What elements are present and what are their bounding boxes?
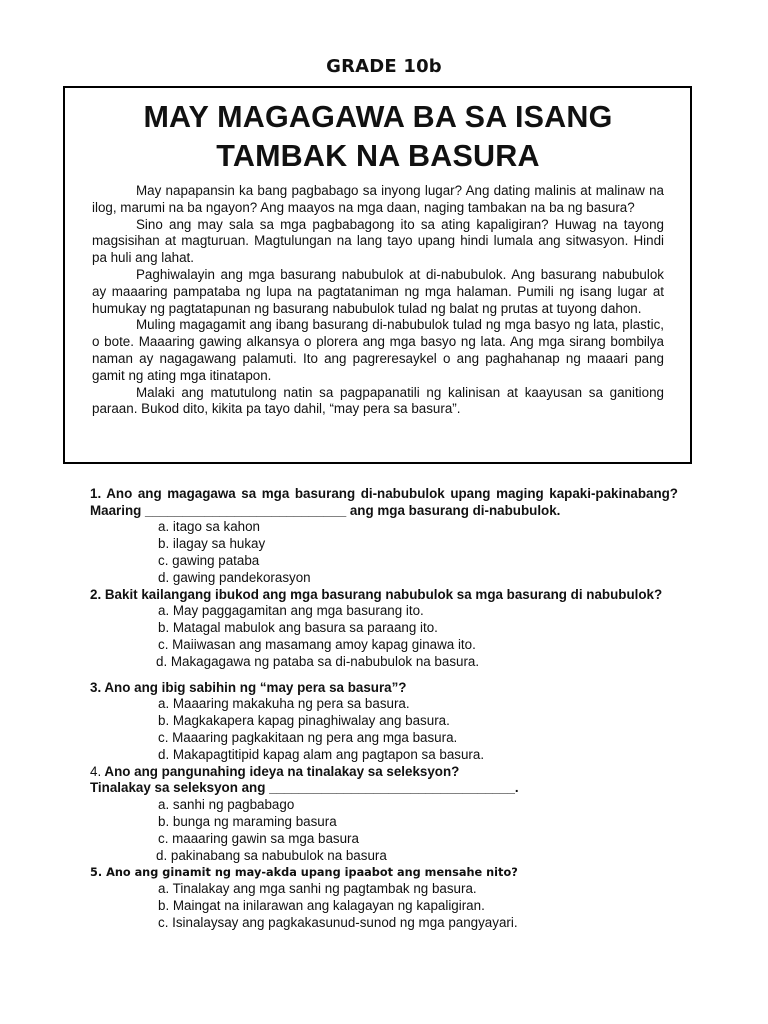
spacer	[90, 671, 678, 680]
question-5-options	[90, 881, 678, 932]
question-3-options	[90, 696, 678, 764]
question-2	[90, 587, 678, 671]
question-5-text: 5. Ano ang ginamit ng may-akda upang ipaabot ang mensahe nito?	[90, 865, 518, 879]
question-1-text: 1. Ano ang magagawa sa mga basurang di-nabubulok upang maging kapaki-pakinabang? Maaring ___________________________ ang mga basurang di-nabubulok.	[90, 486, 678, 518]
question-3-text: 3. Ano ang ibig sabihin ng “may pera sa basura”?	[90, 679, 407, 695]
question-4-number: 4.	[90, 763, 102, 779]
question-3	[90, 680, 678, 764]
question-list	[90, 486, 678, 932]
question-2-option-c[interactable]: c. Maiiwasan ang masamang amoy kapag ginawa ito.	[158, 636, 476, 652]
passage-title-line-2: TAMBAK NA BASURA	[216, 139, 540, 173]
question-2-option-b[interactable]: b. Matagal mabulok ang basura sa paraang ito.	[158, 620, 438, 636]
question-2-options	[90, 603, 678, 671]
passage-paragraph-5: Malaki ang matutulong natin sa pagpapanatili ng kalinisan at kaayusan sa ganitiong paraan. Bukod dito, kikita pa tayo dahil, “may pera sa basura”.	[92, 384, 664, 417]
passage-paragraph-3: Paghiwalayin ang mga basurang nabubulok at di-nabubulok. Ang basurang nabubulok ay maaaring pampataba ng lupa na pagtataniman ng mga halaman. Pumili ng isang lugar at humukay ng pagtatapunan ng basurang nabubulok tulad ng balat ng prutas at tuyong dahon.	[92, 266, 664, 316]
question-4-option-c[interactable]: c. maaaring gawin sa mga basura	[158, 830, 359, 846]
question-1-options	[90, 519, 678, 587]
reading-passage-box	[63, 86, 692, 464]
question-4-option-d[interactable]: d. pakinabang sa nabubulok na basura	[156, 847, 387, 863]
passage-title	[92, 98, 664, 176]
question-4-line-1: Ano ang pangunahing ideya na tinalakay sa seleksyon?	[101, 763, 460, 779]
question-1-option-c[interactable]: c. gawing pataba	[158, 552, 260, 568]
question-3-option-d[interactable]: d. Makapagtitipid kapag alam ang pagtapon sa basura.	[158, 746, 485, 762]
question-4-text	[90, 764, 678, 781]
question-4-options	[90, 797, 678, 865]
question-2-text: 2. Bakit kailangang ibukod ang mga basurang nabubulok sa mga basurang di nabubulok?	[90, 586, 663, 602]
question-1-option-d[interactable]: d. gawing pandekorasyon	[158, 569, 311, 585]
question-1	[90, 486, 678, 587]
question-1-option-b[interactable]: b. ilagay sa hukay	[158, 535, 266, 551]
question-2-option-d[interactable]: d. Makagagawa ng pataba sa di-nabubulok na basura.	[156, 653, 480, 669]
grade-heading: GRADE 10b	[326, 56, 442, 77]
passage-paragraph-2: Sino ang may sala sa mga pagbabagong ito sa ating kapaligiran? Huwag na tayong magsisihan at magturuan. Magtulungan na lang tayo upang hindi lumala ang sitwasyon. Hindi pa huli ang lahat.	[92, 216, 664, 266]
question-3-option-b[interactable]: b. Magkakapera kapag pinaghiwalay ang basura.	[158, 713, 450, 729]
question-5-option-c[interactable]: c. Isinalaysay ang pagkakasunud-sunod ng mga pangyayari.	[158, 914, 518, 930]
question-5-option-a[interactable]: a. Tinalakay ang mga sanhi ng pagtambak ng basura.	[158, 881, 477, 896]
question-2-option-a[interactable]: a. May paggagamitan ang mga basurang ito.	[158, 603, 424, 619]
passage-paragraph-1: May napapansin ka bang pagbabago sa inyong lugar? Ang dating malinis at malinaw na ilog, marumi na ba ngayon? Ang maayos na mga daan, naging tambakan na ba ng basura?	[92, 183, 664, 215]
question-3-option-c[interactable]: c. Maaaring pagkakitaan ng pera ang mga basura.	[158, 730, 458, 746]
passage-title-line-1: MAY MAGAGAWA BA SA ISANG	[143, 100, 613, 134]
question-1-option-a[interactable]: a. itago sa kahon	[158, 519, 260, 534]
question-5	[90, 865, 678, 932]
passage-paragraph-4: Muling magagamit ang ibang basurang di-nabubulok tulad ng mga basyo ng lata, plastic, o bote. Maaaring gawing alkansya o plorera ang mga basyo ng lata. Ang mga sirang bombilya naman ay nagagawang palamuti. Ito ang pagreresaykel o ang paghahanap ng maaari pang gamit ng ating mga itinatapon.	[92, 317, 664, 383]
question-4	[90, 764, 678, 865]
question-3-option-a[interactable]: a. Maaaring makakuha ng pera sa basura.	[158, 696, 410, 712]
question-4-prompt: Tinalakay sa seleksyon ang _________________________________.	[90, 780, 519, 796]
question-5-option-b[interactable]: b. Maingat na inilarawan ang kalagayan ng kapaligiran.	[158, 897, 485, 913]
question-4-option-a[interactable]: a. sanhi ng pagbabago	[158, 796, 295, 812]
question-4-option-b[interactable]: b. bunga ng maraming basura	[158, 813, 337, 829]
